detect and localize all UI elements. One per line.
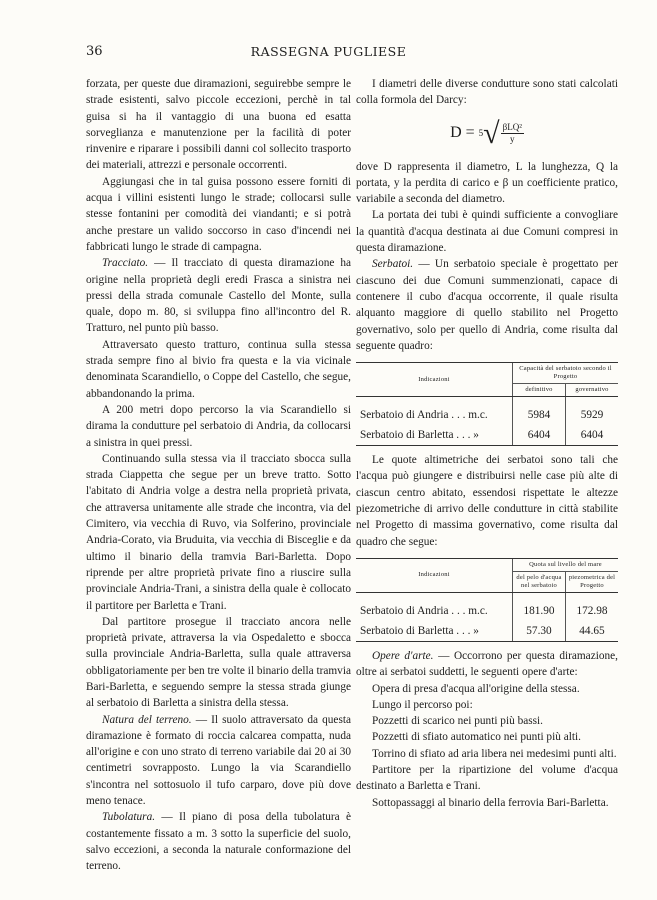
section-title: Tracciato.	[102, 257, 149, 270]
paragraph	[86, 712, 351, 810]
row-label: Serbatoio di Barletta . . . »	[356, 425, 513, 446]
page-number: 36	[86, 44, 103, 59]
table-subheader: governativo	[566, 384, 619, 397]
value-cell: 172.98	[566, 592, 619, 621]
paragraph: I diametri delle diverse condutture sono stati calcolati colla formola del Darcy:	[356, 78, 618, 107]
row-label: Serbatoio di Andria . . . m.c.	[360, 409, 488, 422]
paragraph-text: — Il piano di posa della tubolatura è costantemente fissato a m. 3 sotto la superficie del suolo, salvo eccezioni, a seconda la naturale conformazione del terreno.	[86, 811, 351, 873]
table-group-header: Quota sul livello del mare	[513, 558, 619, 571]
paragraph: Continuando sulla stessa via il tracciato sbocca sulla strada Ciappetta che segue per un breve tratto. Sotto l'abitato di Andria volge a destra nella proprietà privata, che attraversa unitamente alle strade che incontra, via del Cimitero, via vecchia di Ruvo, via Solferino, provinciale Andria-Corato, via Bruduita, via vecchia di Bisceglie e da ultimo il binario della tramvia Bari-Barletta. Dopo riprende per altre proprietà private fino a riuscire sulla provinciale Andria-Trani, a sinistra della quale è collocato il partitore per Barletta e Trani.	[86, 452, 351, 612]
paragraph: Attraversato questo tratturo, continua sulla stessa strada sempre fino al bivio fra questa e la via vicinale denominata Scarandiello, o Coppe del Castello, che segue, abbandonando la prima.	[86, 338, 351, 400]
paragraph	[86, 809, 351, 874]
table-row	[356, 397, 618, 426]
section-title: Serbatoi.	[372, 258, 414, 271]
paragraph: La portata dei tubi è quindi sufficiente a convogliare la quantità d'acqua destinata ai due Comuni compresi in questa diramazione.	[356, 209, 618, 255]
paragraph	[86, 255, 351, 336]
formula-denominator: y	[510, 134, 515, 145]
table-col-label: Indicazioni	[356, 363, 513, 397]
root-index: 5	[478, 128, 484, 139]
value-cell: 6404	[513, 425, 566, 446]
paragraph: Pozzetti di scarico nei punti più bassi.	[372, 715, 543, 728]
paragraph: Pozzetti di sfiato automatico nei punti più alti.	[372, 731, 581, 744]
paragraph: forzata, per queste due diramazioni, seguirebbe sempre le strade esistenti, salvo piccole eccezioni, perchè in tal guisa si ha il vantaggio di una buona ed esatta sorveglianza e manutenzione per la facilità di poter rinvenire e riparare i possibili danni col sollecito trasporto dei materiali, attrezzi e personale occorrenti.	[86, 78, 351, 172]
section-title: Natura del terreno.	[102, 713, 192, 726]
paragraph: Dal partitore prosegue il tracciato ancora nelle proprietà private, attraversa la via Ospedaletto e sbocca sulla provinciale Andria-Barletta, sulla quale attraversa obbligatoriamente per ben tre volte il binario della tramvia Bari-Barletta, e seguendo sempre la stessa strada giunge al serbatoio di Barletta a sinistra della stessa.	[86, 615, 351, 710]
formula-fraction	[501, 122, 524, 145]
reservoir-elevation-table	[356, 558, 618, 642]
radical-sign: √	[483, 116, 500, 150]
table-subheader: del pelo d'acqua nel serbatoio	[513, 571, 566, 592]
paragraph: Lungo il percorso poi:	[372, 698, 473, 711]
row-label: Serbatoio di Andria . . . m.c.	[360, 604, 488, 617]
value-cell: 57.30	[513, 621, 566, 642]
left-column	[86, 76, 351, 875]
value-cell: 44.65	[566, 621, 619, 642]
page-header	[0, 44, 657, 64]
paragraph: Opera di presa d'acqua all'origine della stessa.	[372, 682, 580, 695]
running-title: RASSEGNA PUGLIESE	[250, 44, 407, 59]
value-cell: 5984	[513, 397, 566, 426]
darcy-formula	[356, 109, 618, 159]
paragraph-text: — Un serbatoio speciale è progettato per ciascuno dei due Comuni summenzionati, capace di contenere il cubo d'acqua occorrente, il quale risulta alquanto maggiore di quello stabilito nel Progetto governativo, solo per quello di Andria, come risulta dal seguente quadro:	[356, 258, 618, 352]
paragraph: Aggiungasi che in tal guisa possono essere forniti di acqua i villini esistenti lungo le strade; collocarsi sulle stesse fontanini per comodità dei viandanti; e si potrà anche prestare un valido soccorso in caso d'incendi nei fabbricati lungo le strade di campagna.	[86, 175, 351, 253]
value-cell: 181.90	[513, 592, 566, 621]
paragraph: A 200 metri dopo percorso la via Scarandiello si dirama la condutture pel serbatoio di Andria, da collocarsi a sinistra in quei pressi.	[86, 403, 351, 449]
value-cell: 5929	[566, 397, 619, 426]
section-title: Tubolatura.	[102, 811, 156, 824]
right-column	[356, 76, 618, 811]
table-row	[356, 592, 618, 621]
paragraph: Le quote altimetriche dei serbatoi sono tali che l'acqua può giungere e distribuirsi nelle case più alte di ciascun centro abitato, essendosi rispettate le altezze piezometriche di arrivo delle condutture in città stabilite nel Progetto di massima governativo, come risulta dal quadro che segue:	[356, 454, 618, 548]
paragraph: Torrino di sfiato ad aria libera nei medesimi punti alti.	[372, 747, 617, 760]
reservoir-capacity-table	[356, 362, 618, 446]
table-row	[356, 621, 618, 642]
table-group-header: Capacità del serbatoio secondo il Progetto	[513, 363, 619, 384]
paragraph-text: — Occorrono per questa diramazione, oltre ai serbatoi suddetti, le seguenti opere d'arte:	[356, 649, 618, 679]
paragraph: dove D rappresenta il diametro, L la lunghezza, Q la portata, y la perdita di carico e β un coefficiente pratico, variabile a seconda del diametro.	[356, 160, 618, 206]
table-row	[356, 425, 618, 446]
table-subheader: definitivo	[513, 384, 566, 397]
paragraph	[356, 256, 618, 354]
row-label: Serbatoio di Barletta . . . »	[356, 621, 513, 642]
table-col-label: Indicazioni	[356, 558, 513, 592]
formula-lhs: D =	[450, 124, 475, 142]
paragraph-text: — Il tracciato di questa diramazione ha origine nella proprietà degli eredi Frasca a sinistra nei pressi della strada comunale Castello del Monte, sulla quale, dopo m. 80, si sviluppa fino all'incontro del R. Tratturo, nel punto più basso.	[86, 257, 351, 335]
paragraph: Partitore per la ripartizione del volume d'acqua destinato a Barletta e Trani.	[356, 764, 618, 793]
table-subheader: piezometrica del Progetto	[566, 571, 619, 592]
value-cell: 6404	[566, 425, 619, 446]
section-title: Opere d'arte.	[372, 649, 434, 662]
paragraph	[356, 648, 618, 681]
paragraph-text: — Il suolo attraversato da questa diramazione è formato di roccia calcarea compatta, nuda all'origine e con uno strato di terreno variabile dai 20 ai 30 centimetri sovrapposto. Lungo la via Scarandiello s'incontra nel sottosuolo il tufo carparo, dove più dove meno tenace.	[86, 713, 351, 808]
paragraph: Sottopassaggi al binario della ferrovia Bari-Barletta.	[372, 796, 609, 809]
formula-numerator: βLQ²	[502, 122, 522, 133]
